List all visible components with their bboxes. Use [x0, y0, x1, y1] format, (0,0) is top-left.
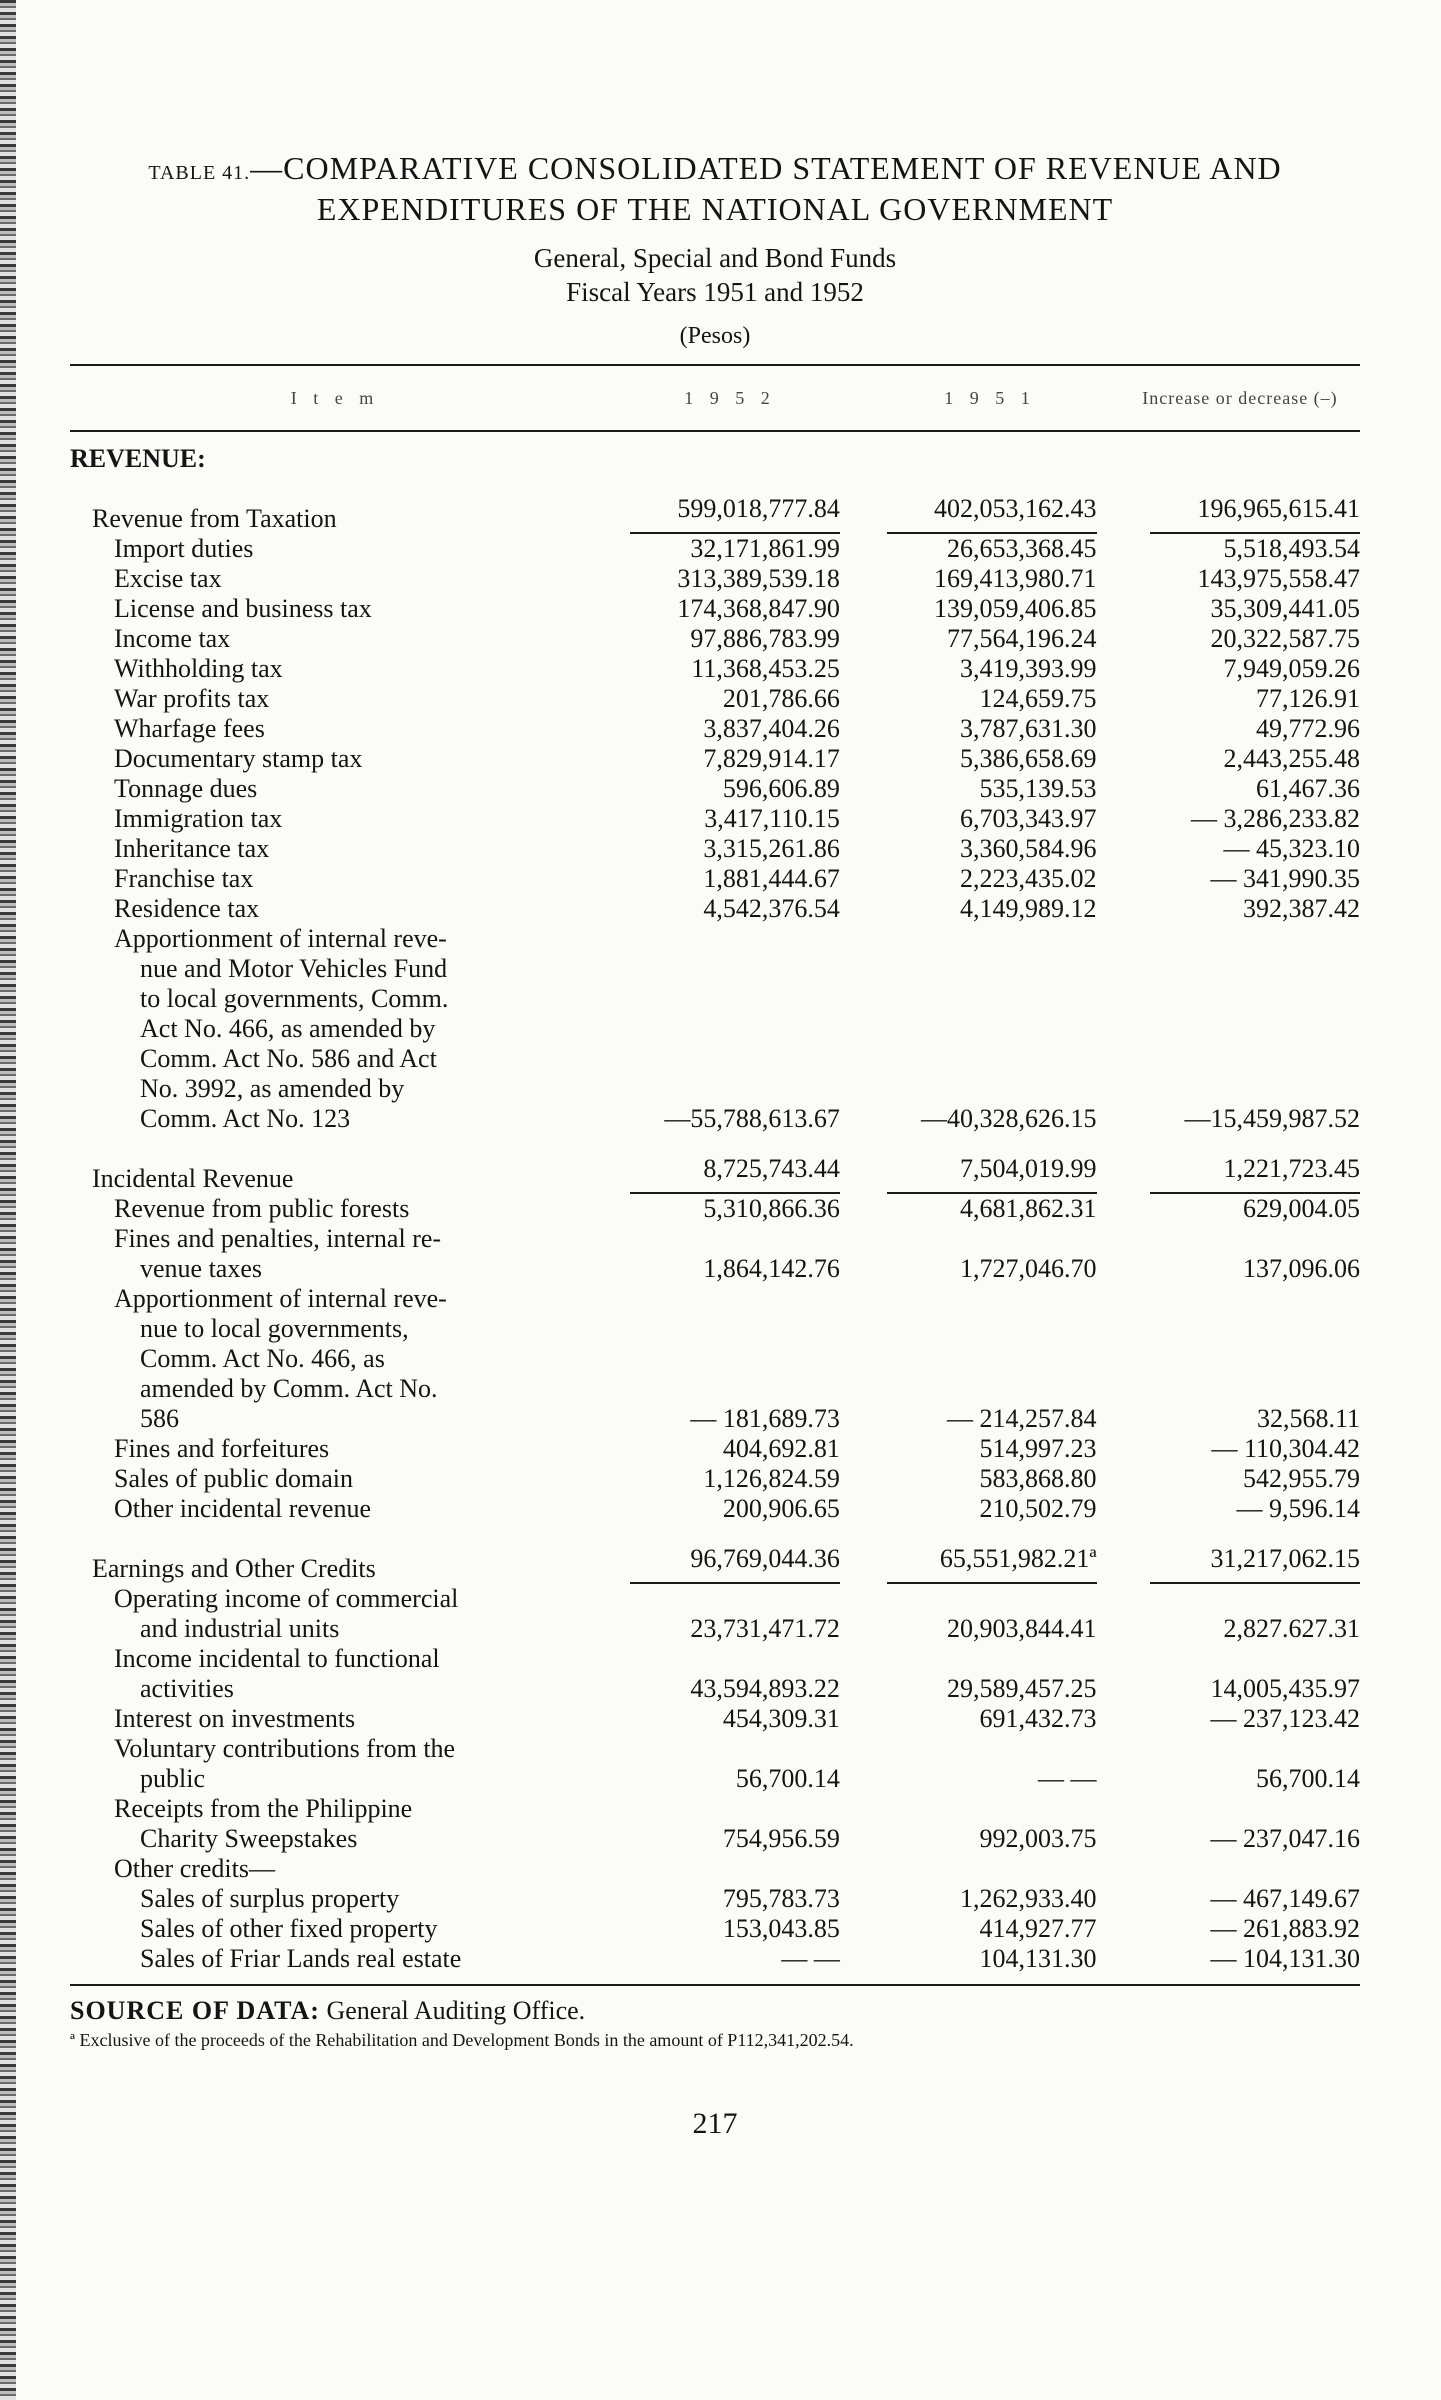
- value-1951: [868, 1734, 1125, 1764]
- value-1951: 691,432.73: [979, 1704, 1097, 1733]
- table-row: [70, 1764, 1360, 1794]
- subtitle-funds: General, Special and Bond Funds: [533, 243, 897, 273]
- row-label: Excise tax: [114, 564, 222, 593]
- value-increase: 32,568.11: [1256, 1404, 1360, 1433]
- value-1951: [868, 1314, 1125, 1344]
- value-increase: 392,387.42: [1243, 894, 1360, 923]
- table-row: [70, 1734, 1360, 1764]
- table-row: [70, 894, 1360, 924]
- row-label: Other credits—: [114, 1854, 276, 1883]
- value-1952: 3,837,404.26: [703, 714, 840, 743]
- value-1951: [868, 1134, 1125, 1194]
- unit-label: (Pesos): [679, 323, 751, 349]
- subtitle: [70, 241, 1360, 309]
- value-increase: 2,443,255.48: [1223, 744, 1360, 773]
- row-label: Other incidental revenue: [114, 1494, 371, 1523]
- value-1951: [868, 1524, 1125, 1584]
- value-increase: — 110,304.42: [1211, 1434, 1360, 1463]
- table-row: [70, 744, 1360, 774]
- value-1952: 795,783.73: [722, 1884, 840, 1913]
- value-1952: [611, 1374, 868, 1404]
- value-1951: 535,139.53: [979, 774, 1097, 803]
- row-label: Operating income of commercial: [114, 1584, 459, 1613]
- table-row: [70, 1914, 1360, 1944]
- value-increase: — 45,323.10: [1223, 834, 1360, 863]
- row-label: Comm. Act No. 466, as: [140, 1344, 385, 1373]
- table-row: [70, 1614, 1360, 1644]
- document-page: [70, 150, 1360, 2141]
- value-increase: 49,772.96: [1256, 714, 1360, 743]
- table-row: [70, 954, 1360, 984]
- value-1952: 404,692.81: [722, 1434, 840, 1463]
- value-1951: —40,328,626.15: [921, 1104, 1097, 1133]
- table-row: [70, 594, 1360, 624]
- subtotal-value: 31,217,062.15: [1150, 1544, 1360, 1584]
- subtotal-value: 1,221,723.45: [1150, 1154, 1360, 1194]
- row-label: Revenue from public forests: [114, 1194, 410, 1223]
- row-label: Comm. Act No. 123: [140, 1104, 351, 1133]
- value-increase: [1125, 1644, 1360, 1674]
- row-label: License and business tax: [114, 594, 372, 623]
- subtotal-value: 7,504,019.99: [887, 1154, 1097, 1194]
- value-1952: 754,956.59: [722, 1824, 840, 1853]
- table-row: [70, 1194, 1360, 1224]
- value-1952: 596,606.89: [722, 774, 840, 803]
- row-label: Franchise tax: [114, 864, 254, 893]
- value-increase: [1125, 1134, 1360, 1194]
- table-header: [70, 364, 1360, 432]
- value-1952: [611, 954, 868, 984]
- value-1952: [611, 1224, 868, 1254]
- table-row: [70, 1314, 1360, 1344]
- row-label: Inheritance tax: [114, 834, 270, 863]
- table-row: [70, 1344, 1360, 1374]
- value-1951: 992,003.75: [979, 1824, 1097, 1853]
- value-1951: 3,787,631.30: [960, 714, 1097, 743]
- table-row: [70, 1284, 1360, 1314]
- value-1952: 43,594,893.22: [690, 1674, 840, 1703]
- table-row: [70, 1794, 1360, 1824]
- value-increase: —15,459,987.52: [1184, 1104, 1360, 1133]
- value-1952: 174,368,847.90: [677, 594, 840, 623]
- table-row: [70, 564, 1360, 594]
- value-1951: — 214,257.84: [947, 1404, 1097, 1433]
- value-1951: [868, 1044, 1125, 1074]
- table-title: [70, 150, 1360, 227]
- table-row: [70, 1644, 1360, 1674]
- title-line-2: EXPENDITURES OF THE NATIONAL GOVERNMENT: [316, 191, 1114, 227]
- value-1952: [611, 1014, 868, 1044]
- value-increase: 20,322,587.75: [1210, 624, 1360, 653]
- row-label: Income tax: [114, 624, 231, 653]
- table-row: [70, 774, 1360, 804]
- value-increase: [1125, 1374, 1360, 1404]
- value-increase: [1125, 1734, 1360, 1764]
- row-label: and industrial units: [140, 1614, 340, 1643]
- value-1952: 153,043.85: [722, 1914, 840, 1943]
- row-label: Receipts from the Philippine: [114, 1794, 413, 1823]
- value-1951: 104,131.30: [979, 1944, 1097, 1973]
- value-1952: 11,368,453.25: [691, 654, 840, 683]
- table-row: [70, 1224, 1360, 1254]
- value-increase: [1125, 984, 1360, 1014]
- row-label: No. 3992, as amended by: [140, 1074, 405, 1103]
- value-1951: 1,727,046.70: [960, 1254, 1097, 1283]
- revenue-table: [70, 474, 1360, 1974]
- value-increase: — 237,123.42: [1210, 1704, 1360, 1733]
- value-1952: [611, 1584, 868, 1614]
- value-increase: [1125, 1014, 1360, 1044]
- table-row: [70, 654, 1360, 684]
- value-1951: 2,223,435.02: [960, 864, 1097, 893]
- value-1952: 97,886,783.99: [690, 624, 840, 653]
- row-label: Documentary stamp tax: [114, 744, 363, 773]
- source-text: General Auditing Office.: [319, 1996, 586, 2025]
- table-row: [70, 1374, 1360, 1404]
- value-1952: 1,864,142.76: [703, 1254, 840, 1283]
- value-increase: [1125, 1344, 1360, 1374]
- table-row: [70, 1944, 1360, 1974]
- footnote: ª Exclusive of the proceeds of the Rehabilitation and Development Bonds in the amount of P112,341,202.54.: [70, 2030, 854, 2050]
- value-1952: 23,731,471.72: [690, 1614, 840, 1643]
- row-label: Charity Sweepstakes: [140, 1824, 358, 1853]
- table-row: [70, 984, 1360, 1014]
- table-row: [70, 1104, 1360, 1134]
- value-1951: 3,419,393.99: [960, 654, 1097, 683]
- value-1952: [611, 984, 868, 1014]
- value-1951: 414,927.77: [979, 1914, 1097, 1943]
- table-row: [70, 864, 1360, 894]
- row-label: Earnings and Other Credits: [92, 1554, 376, 1583]
- value-1952: [611, 1044, 868, 1074]
- subtotal-value: 96,769,044.36: [630, 1544, 840, 1584]
- value-1952: 4,542,376.54: [703, 894, 840, 923]
- value-increase: 137,096.06: [1243, 1254, 1360, 1283]
- value-1951: 514,997.23: [979, 1434, 1097, 1463]
- value-1952: [611, 1644, 868, 1674]
- table-row: [70, 1074, 1360, 1104]
- value-increase: [1125, 1314, 1360, 1344]
- row-label: Sales of Friar Lands real estate: [140, 1944, 462, 1973]
- row-label: Interest on investments: [114, 1704, 356, 1733]
- table-row: [70, 804, 1360, 834]
- row-label: Fines and penalties, internal re-: [114, 1224, 442, 1253]
- table-row: [70, 834, 1360, 864]
- value-1952: [611, 1734, 868, 1764]
- table-row: [70, 1254, 1360, 1284]
- value-1951: 3,360,584.96: [960, 834, 1097, 863]
- value-1952: [611, 1314, 868, 1344]
- value-1951: 20,903,844.41: [947, 1614, 1097, 1643]
- value-1952: [611, 1344, 868, 1374]
- table-row: [70, 1044, 1360, 1074]
- value-1951: 6,703,343.97: [960, 804, 1097, 833]
- value-1951: 26,653,368.45: [947, 534, 1097, 563]
- value-1951: 1,262,933.40: [960, 1884, 1097, 1913]
- table-row: [70, 624, 1360, 654]
- value-1952: [611, 1134, 868, 1194]
- subtotal-value: 8,725,743.44: [630, 1154, 840, 1194]
- table-row: [70, 1524, 1360, 1584]
- table-row: [70, 534, 1360, 564]
- value-increase: [1125, 1284, 1360, 1314]
- value-increase: 56,700.14: [1256, 1764, 1360, 1793]
- row-label: Voluntary contributions from the: [114, 1734, 456, 1763]
- value-1952: 201,786.66: [722, 684, 840, 713]
- row-label: Apportionment of internal reve-: [114, 1284, 447, 1313]
- value-increase: — 3,286,233.82: [1191, 804, 1360, 833]
- value-increase: [1125, 1854, 1360, 1884]
- row-label: Sales of surplus property: [140, 1884, 400, 1913]
- value-1952: [611, 924, 868, 954]
- table-row: [70, 1584, 1360, 1614]
- row-label: Incidental Revenue: [92, 1164, 294, 1193]
- value-1951: 210,502.79: [979, 1494, 1097, 1523]
- row-label: Wharfage fees: [114, 714, 265, 743]
- row-label: Apportionment of internal reve-: [114, 924, 447, 953]
- table-row: [70, 1884, 1360, 1914]
- value-increase: 5,518,493.54: [1223, 534, 1360, 563]
- row-label: Act No. 466, as amended by: [140, 1014, 436, 1043]
- row-label: venue taxes: [140, 1254, 263, 1283]
- value-increase: — 261,883.92: [1210, 1914, 1360, 1943]
- table-body: [70, 474, 1360, 1974]
- value-1952: [611, 1524, 868, 1584]
- value-1952: — 181,689.73: [690, 1404, 840, 1433]
- value-1951: 124,659.75: [979, 684, 1097, 713]
- table-row: [70, 1464, 1360, 1494]
- row-label: activities: [140, 1674, 234, 1703]
- value-increase: [1125, 1584, 1360, 1614]
- value-1952: [611, 1074, 868, 1104]
- value-1951: [868, 1644, 1125, 1674]
- value-1951: [868, 924, 1125, 954]
- row-label: nue to local governments,: [140, 1314, 409, 1343]
- value-1951: 4,149,989.12: [960, 894, 1097, 923]
- table-row: [70, 684, 1360, 714]
- value-1952: 3,315,261.86: [703, 834, 840, 863]
- value-1951: 5,386,658.69: [960, 744, 1097, 773]
- value-1951: [868, 1584, 1125, 1614]
- row-label: amended by Comm. Act No.: [140, 1374, 438, 1403]
- page-number: 217: [692, 2107, 738, 2140]
- value-1952: [611, 474, 868, 534]
- value-1951: [868, 984, 1125, 1014]
- subtotal-value: 65,551,982.21ª: [887, 1544, 1097, 1584]
- value-increase: [1125, 954, 1360, 984]
- value-increase: 7,949,059.26: [1223, 654, 1360, 683]
- table-row: [70, 474, 1360, 534]
- value-increase: [1125, 1224, 1360, 1254]
- row-label: Import duties: [114, 534, 254, 563]
- table-row: [70, 714, 1360, 744]
- table-row: [70, 1404, 1360, 1434]
- value-1951: 29,589,457.25: [947, 1674, 1097, 1703]
- value-1951: 583,868.80: [979, 1464, 1097, 1493]
- table-row: [70, 1674, 1360, 1704]
- value-1952: 454,309.31: [722, 1704, 840, 1733]
- value-increase: [1125, 924, 1360, 954]
- value-1951: [868, 474, 1125, 534]
- value-1952: [611, 1284, 868, 1314]
- table-row: [70, 924, 1360, 954]
- value-1952: 32,171,861.99: [690, 534, 840, 563]
- subtotal-value: 599,018,777.84: [630, 494, 840, 534]
- value-1952: — —: [781, 1944, 840, 1973]
- value-1952: 313,389,539.18: [677, 564, 840, 593]
- value-1951: 4,681,862.31: [960, 1194, 1097, 1223]
- value-increase: 542,955.79: [1243, 1464, 1360, 1493]
- value-1951: [868, 1074, 1125, 1104]
- header-increase: Increase or decrease (–): [1142, 388, 1338, 408]
- value-increase: [1125, 1044, 1360, 1074]
- title-line-1: —COMPARATIVE CONSOLIDATED STATEMENT OF REVENUE AND: [250, 150, 1282, 186]
- row-label: Fines and forfeitures: [114, 1434, 330, 1463]
- row-label: 586: [140, 1404, 179, 1433]
- value-increase: 629,004.05: [1243, 1194, 1360, 1223]
- value-1952: 3,417,110.15: [704, 804, 840, 833]
- value-1952: [611, 1854, 868, 1884]
- table-row: [70, 1704, 1360, 1734]
- value-1952: 7,829,914.17: [703, 744, 840, 773]
- table-row: [70, 1824, 1360, 1854]
- value-1952: 1,881,444.67: [703, 864, 840, 893]
- row-label: Income incidental to functional: [114, 1644, 440, 1673]
- table-row: [70, 1134, 1360, 1194]
- value-increase: 77,126.91: [1256, 684, 1360, 713]
- bottom-rule: [70, 1984, 1360, 1986]
- row-label: Revenue from Taxation: [92, 504, 337, 533]
- value-increase: 61,467.36: [1256, 774, 1360, 803]
- value-1951: — —: [1038, 1764, 1097, 1793]
- scanned-page-edge: [0, 0, 16, 2400]
- row-label: to local governments, Comm.: [140, 984, 449, 1013]
- table-number: TABLE 41.: [148, 162, 251, 184]
- source-label: SOURCE OF DATA:: [70, 1996, 320, 2025]
- value-1951: [868, 1794, 1125, 1824]
- value-1952: [611, 1794, 868, 1824]
- value-increase: — 104,131.30: [1210, 1944, 1360, 1973]
- row-label: Immigration tax: [114, 804, 283, 833]
- value-1951: [868, 1374, 1125, 1404]
- value-1951: [868, 1344, 1125, 1374]
- value-1951: 169,413,980.71: [934, 564, 1097, 593]
- section-revenue: REVENUE:: [70, 444, 206, 473]
- table-row: [70, 1494, 1360, 1524]
- header-item: I t e m: [290, 387, 380, 408]
- value-increase: [1125, 1524, 1360, 1584]
- header-1952: 1 9 5 2: [684, 387, 776, 408]
- value-1952: —55,788,613.67: [664, 1104, 840, 1133]
- row-label: Sales of public domain: [114, 1464, 354, 1493]
- value-increase: 143,975,558.47: [1197, 564, 1360, 593]
- row-label: War profits tax: [114, 684, 270, 713]
- row-label: public: [140, 1764, 205, 1793]
- value-1952: 200,906.65: [722, 1494, 840, 1523]
- table-row: [70, 1434, 1360, 1464]
- value-increase: — 237,047.16: [1210, 1824, 1360, 1853]
- value-increase: [1125, 474, 1360, 534]
- value-increase: [1125, 1074, 1360, 1104]
- row-label: Residence tax: [114, 894, 260, 923]
- value-increase: — 9,596.14: [1236, 1494, 1360, 1523]
- value-increase: [1125, 1794, 1360, 1824]
- value-1952: 5,310,866.36: [703, 1194, 840, 1223]
- subtotal-value: 402,053,162.43: [887, 494, 1097, 534]
- value-1952: 1,126,824.59: [703, 1464, 840, 1493]
- value-1951: [868, 1284, 1125, 1314]
- row-label: Comm. Act No. 586 and Act: [140, 1044, 437, 1073]
- source-line: [70, 1996, 1360, 2026]
- value-increase: 35,309,441.05: [1210, 594, 1360, 623]
- row-label: Withholding tax: [114, 654, 283, 683]
- value-increase: — 467,149.67: [1210, 1884, 1360, 1913]
- subtotal-value: 196,965,615.41: [1150, 494, 1360, 534]
- row-label: Tonnage dues: [114, 774, 258, 803]
- value-1951: [868, 1014, 1125, 1044]
- table-row: [70, 1014, 1360, 1044]
- value-1951: [868, 1854, 1125, 1884]
- value-1951: 139,059,406.85: [934, 594, 1097, 623]
- row-label: Sales of other fixed property: [140, 1914, 438, 1943]
- value-increase: 14,005,435.97: [1210, 1674, 1360, 1703]
- row-label: nue and Motor Vehicles Fund: [140, 954, 448, 983]
- subtitle-years: Fiscal Years 1951 and 1952: [566, 277, 864, 307]
- value-1951: [868, 1224, 1125, 1254]
- value-1952: 56,700.14: [735, 1764, 840, 1793]
- value-increase: 2,827.627.31: [1223, 1614, 1360, 1643]
- header-1951: 1 9 5 1: [944, 387, 1036, 408]
- table-row: [70, 1854, 1360, 1884]
- value-increase: — 341,990.35: [1210, 864, 1360, 893]
- value-1951: [868, 954, 1125, 984]
- value-1951: 77,564,196.24: [947, 624, 1097, 653]
